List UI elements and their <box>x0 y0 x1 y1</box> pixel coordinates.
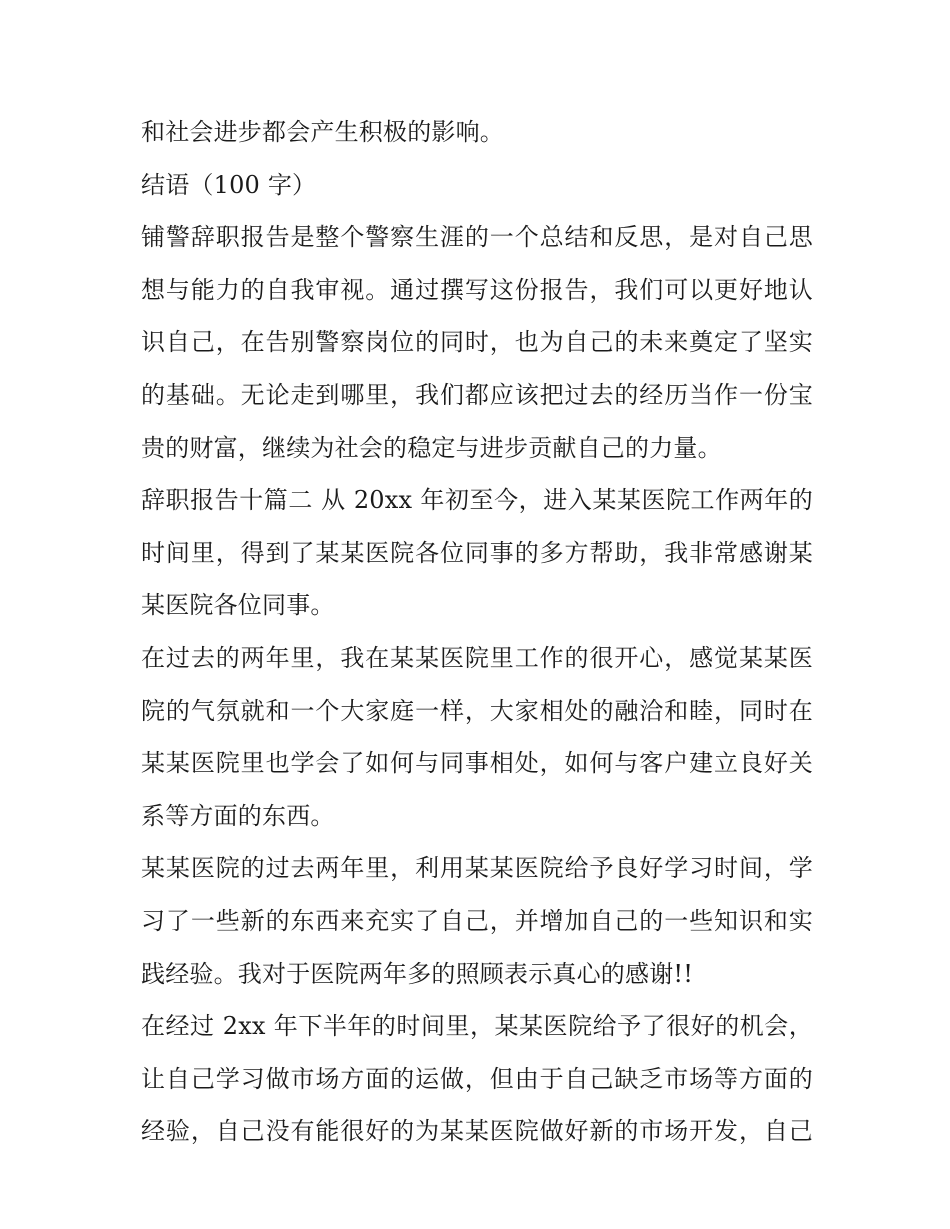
text-line: 贵的财富，继续为社会的稳定与进步贡献自己的力量。 <box>141 433 722 462</box>
text-line: 某某医院里也学会了如何与同事相处，如何与客户建立良好关 <box>141 749 813 778</box>
section-heading: 结语（100 字） <box>141 170 317 199</box>
text-line: 让自己学习做市场方面的运做，但由于自己缺乏市场等方面的 <box>141 1064 813 1093</box>
text-line: 铺警辞职报告是整个警察生涯的一个总结和反思，是对自己思 <box>141 223 813 252</box>
text-line: 辞职报告十篇二 从 20xx 年初至今，进入某某医院工作两年的 <box>141 486 813 515</box>
text-line: 院的气氛就和一个大家庭一样，大家相处的融洽和睦，同时在 <box>141 696 813 725</box>
text-line: 和社会进步都会产生积极的影响。 <box>141 118 504 146</box>
text-line: 经验，自己没有能很好的为某某医院做好新的市场开发，自己 <box>141 1117 813 1146</box>
text-line: 践经验。我对于医院两年多的照顾表示真心的感谢!! <box>141 959 694 988</box>
document-body <box>141 106 813 1158</box>
text-line: 在经过 2xx 年下半年的时间里，某某医院给予了很好的机会， <box>141 1012 813 1041</box>
text-line: 某医院各位同事。 <box>141 591 335 620</box>
text-line: 系等方面的东西。 <box>141 801 335 830</box>
text-line: 的基础。无论走到哪里，我们都应该把过去的经历当作一份宝 <box>141 380 813 409</box>
text-line: 某某医院的过去两年里，利用某某医院给予良好学习时间，学 <box>141 854 813 883</box>
text-line: 识自己，在告别警察岗位的同时，也为自己的未来奠定了坚实 <box>141 328 813 357</box>
text-line: 时间里，得到了某某医院各位同事的多方帮助，我非常感谢某 <box>141 538 813 567</box>
text-line: 在过去的两年里，我在某某医院里工作的很开心，感觉某某医 <box>141 643 813 672</box>
text-line: 习了一些新的东西来充实了自己，并增加自己的一些知识和实 <box>141 906 813 935</box>
text-line: 想与能力的自我审视。通过撰写这份报告，我们可以更好地认 <box>141 275 813 304</box>
